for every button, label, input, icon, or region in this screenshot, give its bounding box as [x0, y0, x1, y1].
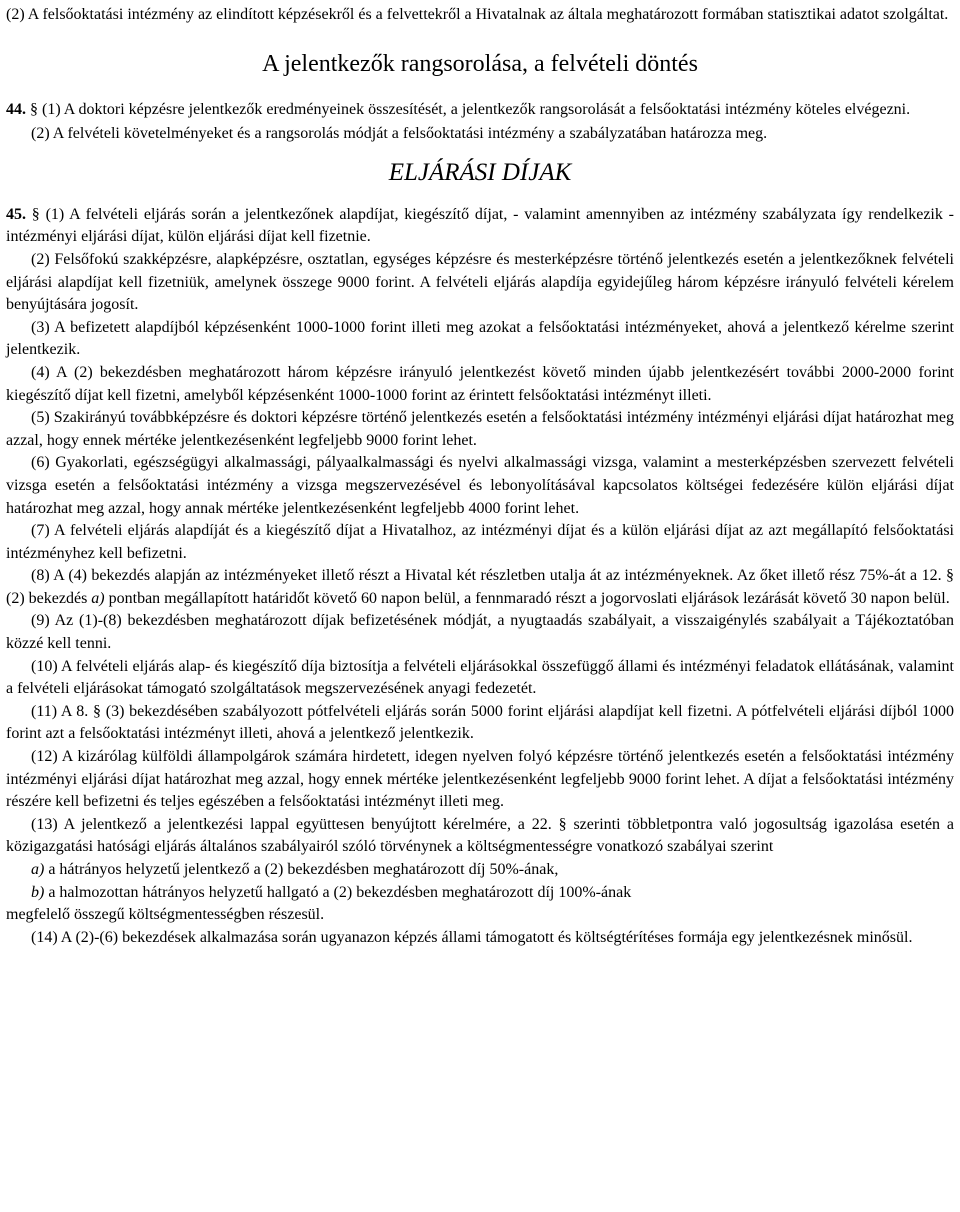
point-label: b) — [31, 883, 45, 901]
paragraph-text: (1) A felvételi eljárás során a jelentkezőnek alapdíjat, kiegészítő díjat, - valamint amennyiben az intézmény szabályzata így rendelkezik - intézményi eljárási díjat, külön eljárási díjat kell fizetnie. — [6, 205, 955, 246]
paragraph-text: a halmozottan hátrányos helyzetű hallgató a (2) bekezdésben meghatározott díj 100%-ának — [44, 883, 632, 901]
section-sign: § — [30, 100, 38, 118]
paragraph-45-12: (12) A kizárólag külföldi állampolgárok számára hirdetett, idegen nyelven folyó képzésre történő jelentkezés esetén a felsőoktatási intézmény intézményi eljárási díjat határozhat meg azzal, hogy ennek mértéke jelentkezésenként legfeljebb 9000 forint lehet. A díjat a felsőoktatási intézmény részére kell befizetni és teljes egészében a felsőoktatási intézményt illeti meg. — [6, 748, 954, 811]
paragraph-44-2: (2) A felvételi követelményeket és a rangsorolás módját a felsőoktatási intézmény a szabályzatában határozza meg. — [31, 125, 768, 143]
intro-paragraph: (2) A felsőoktatási intézmény az elindított képzésekről és a felvettekről a Hivatalnak az általa meghatározott formában statisztikai adatot szolgáltat. — [6, 6, 949, 23]
paragraph-45-14: (14) A (2)-(6) bekezdések alkalmazása során ugyanazon képzés állami támogatott és költségtérítéses formája egy jelentkezésnek minősül. — [31, 928, 913, 946]
paragraph-text: (8) A (4) bekezdés alapján az intézményeket illető részt a Hivatal két részletben utalja át az intézményeknek. Az őket illető rész 75%-át a 12. § (2) bekezdés — [6, 567, 954, 607]
point-label: a) — [31, 861, 45, 878]
paragraph-45-3: (3) A befizetett alapdíjból képzésenként 1000-1000 forint illeti meg azokat a felsőoktatási intézményeket, ahová a jelentkező kérelme szerint jelentkezik. — [6, 318, 954, 359]
section-number-44: 44. — [6, 100, 26, 118]
section-heading-fees: ELJÁRÁSI DÍJAK — [388, 158, 572, 186]
paragraph-45-5: (5) Szakirányú továbbképzésre és doktori képzésre történő jelentkezés esetén a felsőoktatási intézmény intézményi eljárási díjat határozhat meg azzal, hogy ennek mértéke jelentkezésenként legfeljebb 9000 forint lehet. — [6, 409, 954, 449]
paragraph-text: a hátrányos helyzetű jelentkező a (2) bekezdésben meghatározott díj 50%-ának, — [44, 861, 559, 878]
section-heading-ranking: A jelentkezők rangsorolása, a felvételi döntés — [262, 50, 698, 77]
paragraph-45-13-closing: megfelelő összegű költségmentességben részesül. — [6, 906, 325, 924]
paragraph-45-6: (6) Gyakorlati, egészségügyi alkalmassági, pályaalkalmassági és nyelvi alkalmassági vizsga, valamint a mesterképzésben szervezett felvételi vizsga esetén a felsőoktatási intézmény a vizsga megszervezésével és lebonyolításával kapcsolatos költségei fedezésére külön eljárási díjat határozhat meg azzal, hogy annak mértéke jelentkezésenként legfeljebb 4000 forint lehet. — [6, 454, 954, 517]
section-number-45: 45. — [6, 205, 26, 223]
paragraph-45-13: (13) A jelentkező a jelentkezési lappal együttesen benyújtott kérelmére, a 22. § szerinti többletpontra való jogosultság igazolása esetén a közigazgatási hatósági eljárás általános szabályairól szóló törvénynek a költségmentességre vonatkozó szabályai szerint — [6, 815, 954, 856]
paragraph-45-13-b — [6, 882, 954, 905]
paragraph-45-11: (11) A 8. § (3) bekezdésében szabályozott pótfelvételi eljárás során 5000 forint eljárási alapdíjat kell fizetni. A pótfelvételi eljárási díjból 1000 forint azt a felsőoktatási intézményt illeti, ahová a jelentkező jelentkezik. — [6, 702, 954, 743]
section-sign: § — [31, 205, 40, 223]
paragraph-44-1 — [6, 99, 954, 122]
paragraph-45-9: (9) Az (1)-(8) bekezdésben meghatározott díjak befizetésének módját, a nyugtaadás szabályait, a visszaigénylés szabályait a Tájékoztatóban közzé kell tenni. — [6, 612, 954, 653]
paragraph-45-7: (7) A felvételi eljárás alapdíját és a kiegészítő díjat a Hivatalhoz, az intézményi díjat és a külön eljárási díjat az azt megállapító felsőoktatási intézményhez kell befizetni. — [6, 522, 954, 562]
paragraph-45-4: (4) A (2) bekezdésben meghatározott három képzésre irányuló jelentkezést követő minden újabb jelentkezésért további 2000-2000 forint kiegészítő díjat kell fizetni, amelyből képzésenként 1000-1000 forint az érintett felsőoktatási intézményt illeti. — [6, 363, 954, 404]
point-label: a) — [91, 589, 105, 607]
paragraph-45-13-a — [6, 859, 954, 882]
paragraph-45-8 — [6, 565, 954, 610]
paragraph-text: pontban megállapított határidőt követő 60 napon belül, a fennmaradó részt a jogorvoslati eljárások lezárását követő 30 napon belül. — [104, 589, 950, 607]
paragraph-45-10: (10) A felvételi eljárás alap- és kiegészítő díja biztosítja a felvételi eljárásokkal összefüggő állami és intézményi feladatok ellátásának, valamint a felvételi eljárásokat támogató szolgáltatások megszervezésének anyagi fedezetét. — [6, 657, 954, 698]
paragraph-text: (1) A doktori képzésre jelentkezők eredményeinek összesítését, a jelentkezők rangsorolását a felsőoktatási intézmény köteles elvégezni. — [42, 100, 911, 118]
paragraph-45-1 — [6, 204, 954, 249]
paragraph-45-2: (2) Felsőfokú szakképzésre, alapképzésre, osztatlan, egységes képzésre és mesterképzésre történő jelentkezés esetén a jelentkezőknek felvételi eljárási alapdíjat kell fizetniük, amelynek összege 9000 forint. A felvételi eljárás alapdíja egyidejűleg három képzésre irányuló felvételi kérelem benyújtására jogosít. — [6, 250, 954, 314]
